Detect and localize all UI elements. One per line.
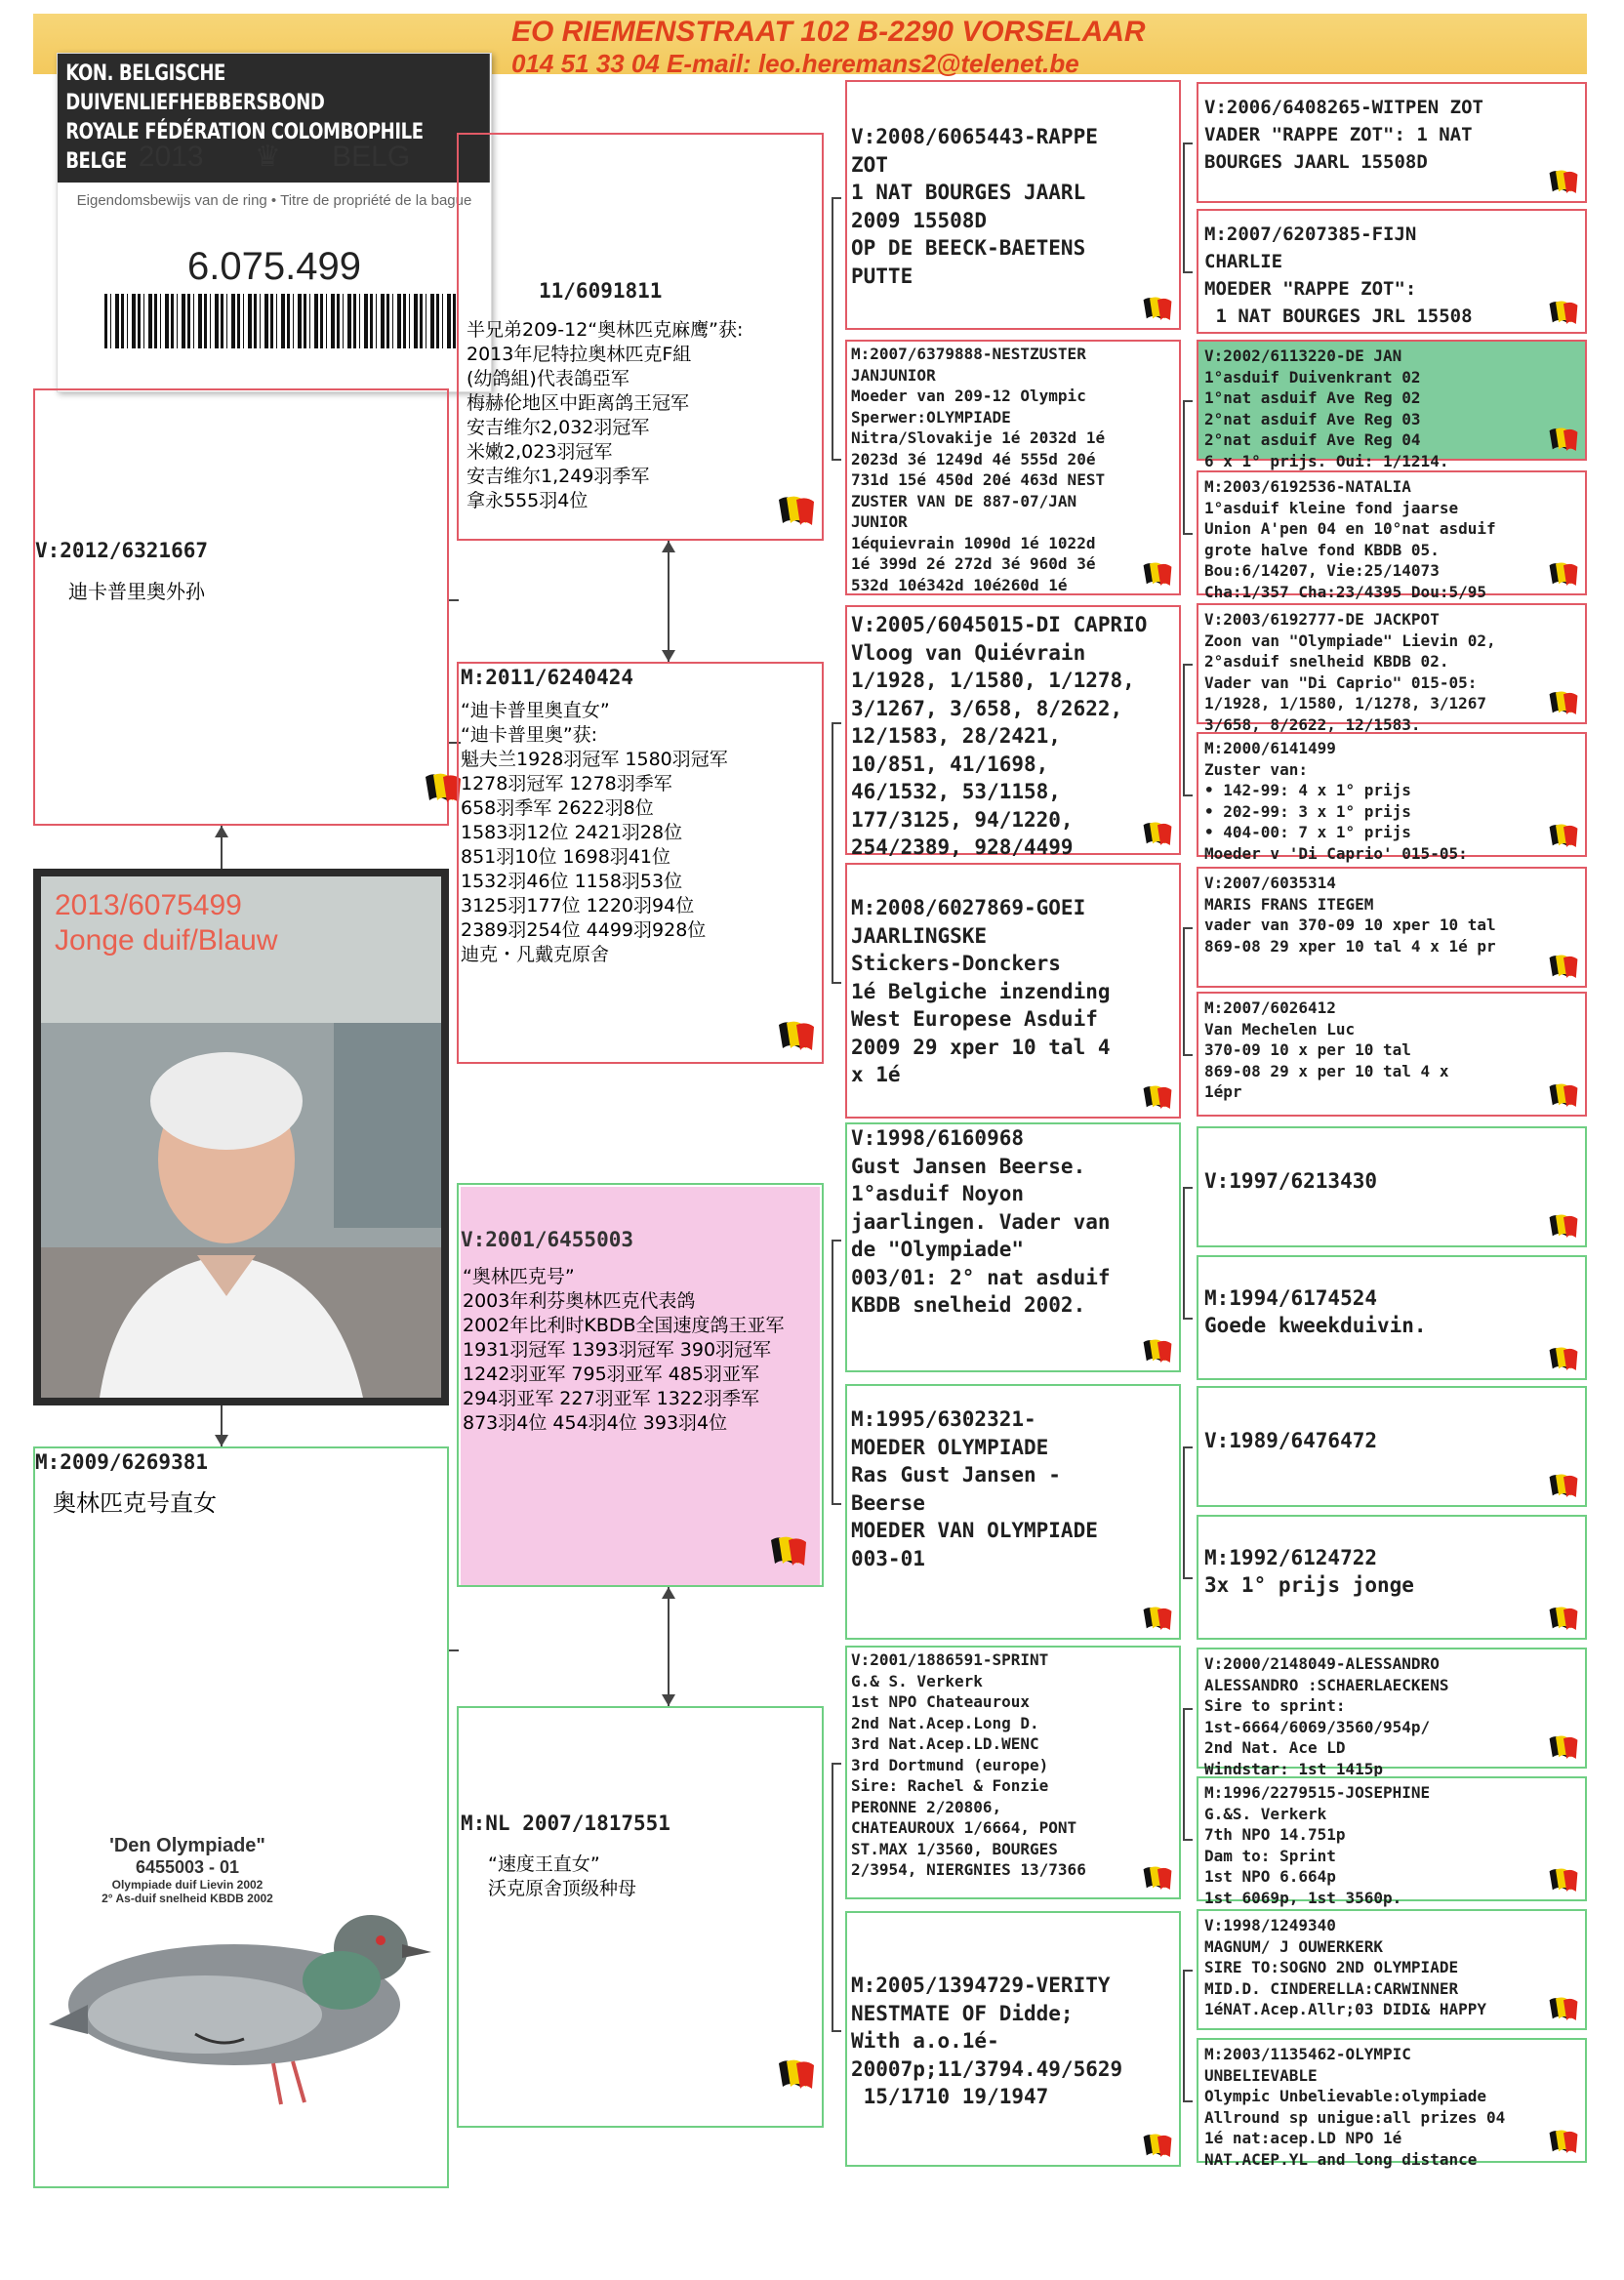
card-title: Eigendomsbewijs van de ring • Titre de propriété de la bague: [76, 192, 472, 209]
belgian-flag-icon: [1142, 295, 1173, 322]
gen3-4-ring: V:1998/6160968: [851, 1126, 1025, 1150]
gen3-3-text: [851, 894, 1179, 1089]
gen3-4-details: Gust Jansen Beerse. 1°asduif Noyon jaarlingen. Vader van de "Olympiade" 003/01: 2° nat asduif KBDB snelheid 2002.: [851, 1154, 1111, 1317]
gen3-4-box: [845, 1122, 1181, 1372]
gen4-13-details: G.&S. Verkerk 7th NPO 14.751p Dam to: Sprint 1st NPO 6.664p 1st 6069p, 1st 3560p.: [1204, 1804, 1402, 1907]
belgian-flag-icon: [1548, 1345, 1579, 1372]
gen4-15-ring: M:2003/1135462-OLYMPIC: [1204, 2045, 1411, 2063]
gen4-3-text: [1204, 476, 1587, 602]
gen4-1-ring: M:2007/6207385-FIJN: [1204, 224, 1417, 245]
gen4-5-text: [1204, 738, 1587, 864]
gen4-12-text: [1204, 1653, 1587, 1779]
gen3-0-details: ZOT 1 NAT BOURGES JAARL 2009 15508D OP DE BEECK-BAETENS PUTTE: [851, 152, 1086, 288]
gen1-dam-box: [33, 1446, 449, 2188]
connector-bracket: [1183, 1970, 1193, 2102]
belgian-flag-icon: [1548, 822, 1579, 849]
gen4-0-box: [1197, 82, 1587, 203]
gen2-sd-box: [457, 662, 824, 1064]
gen4-14-box: [1197, 1909, 1587, 2030]
gen3-5-box: [845, 1384, 1181, 1640]
gen3-7-details: NESTMATE OF Didde; With a.o.1é- 20007p;11/3794.49/5629 15/1710 19/1947: [851, 2001, 1123, 2108]
gen4-12-box: [1197, 1648, 1587, 1778]
gen3-3-details: JAARLINGSKE Stickers-Donckers 1é Belgiche inzending West Europese Asduif 2009 29 xper 10 tal 4 x 1é: [851, 923, 1111, 1086]
subject-ring: 2013/6075499: [55, 889, 242, 921]
gen4-1-box: [1197, 209, 1587, 334]
gen4-3-details: 1°asduif kleine fond jaarse Union A'pen 04 en 10°nat asduif grote halve fond KBDB 05. Bou:6/14207, Vie:25/14073 Cha:1/357 Cha:23/4395 Dou:5/95: [1204, 498, 1496, 601]
belgian-flag-icon: [1548, 168, 1579, 195]
belgian-flag-icon: [1548, 1081, 1579, 1109]
subject-desc: Jonge duif/Blauw: [55, 924, 278, 957]
arrow-down-icon: [215, 1435, 228, 1446]
gen3-2-ring: V:2005/6045015-DI CAPRIO: [851, 613, 1148, 636]
belgian-flag-icon: [1548, 1733, 1579, 1761]
gen4-5-ring: M:2000/6141499: [1204, 739, 1336, 757]
gen2-dd-box: [457, 1706, 824, 2128]
gen4-0-details: VADER "RAPPE ZOT": 1 NAT BOURGES JAARL 15508D: [1204, 124, 1473, 173]
gen4-11-details: 3x 1° prijs jonge: [1204, 1573, 1414, 1597]
header-contact: 014 51 33 04 E-mail: leo.heremans2@telenet.be: [511, 49, 1079, 78]
gen4-8-text: [1204, 1167, 1587, 1195]
card-ring-number: 6.075.499: [187, 245, 361, 288]
gen4-10-box: [1197, 1386, 1587, 1507]
gen3-1-details: JANJUNIOR Moeder van 209-12 Olympic Sperwer:OLYMPIADE Nitra/Slovakije 1é 2032d 1é 2023d 3é 1249d 4é 555d 20é 731d 15é 450d 20é 463d NEST ZUSTER VAN DE 887-07/JAN JUNIOR 1équievrain 1090d 1é 1022d 1é 399d 2é 272d 3é 960d 3é 532d 10é342d 10é260d 1é: [851, 365, 1106, 594]
gen3-7-text: [851, 1972, 1179, 2111]
gen4-7-ring: M:2007/6026412: [1204, 998, 1336, 1017]
gen4-13-box: [1197, 1776, 1587, 1907]
gen4-2-box: [1197, 340, 1587, 470]
connector-bracket: [1183, 1708, 1193, 1841]
gen3-4-text: [851, 1124, 1179, 1320]
olympiade-line1: Olympiade duif Lievin 2002: [111, 1878, 264, 1892]
gen4-14-text: [1204, 1915, 1587, 2020]
connector-bracket: [1183, 400, 1193, 535]
belgian-flag-icon: [1142, 1337, 1173, 1364]
gen4-9-text: [1204, 1284, 1587, 1339]
arrow-down-icon: [662, 1694, 675, 1706]
gen4-9-box: [1197, 1255, 1587, 1380]
connector-bracket: [1183, 1446, 1193, 1579]
belgian-flag-icon: [1548, 426, 1579, 453]
belgian-flag-icon: [1142, 820, 1173, 847]
gen4-2-details: 1°asduif Duivenkrant 02 1°nat asduif Ave Reg 02 2°nat asduif Ave Reg 03 2°nat asduif Ave Reg 04 6 x 1° prijs. Oui: 1/1214.: [1204, 367, 1449, 470]
gen2-sd-notes: “迪卡普里奥直女” “迪卡普里奥”获: 魁夫兰1928羽冠军 1580羽冠军 1278羽冠军 1278羽季军 658羽季军 2622羽8位 1583羽12位 2421羽28位 851羽10位 1698羽41位 1532羽46位 1158羽53位 3125羽177位 1220羽94位 2389羽254位 4499羽928位 迪克・凡戴克原舍: [461, 700, 728, 965]
belgian-flag-icon: [1142, 2132, 1173, 2159]
gen3-6-box: [845, 1646, 1181, 1899]
gen2-ss-box: [457, 133, 824, 541]
gen1-sire-note: 迪卡普里奥外孙: [68, 580, 205, 603]
gen1-sire-box: [33, 388, 449, 826]
gen3-5-ring: M:1995/6302321-: [851, 1407, 1036, 1431]
ring-ownership-card: [57, 53, 492, 392]
gen2-ss-notes: 半兄弟209-12“奥林匹克麻鹰”获: 2013年尼特拉奥林匹克F組 (幼鸽組)代表鴿亞军 梅赫伦地区中距离鸽王冠军 安吉维尔2,032羽冠军 米嫩2,023羽冠军 安吉维尔1,249羽季军 拿永555羽4位: [467, 319, 744, 511]
belgian-flag-icon: [1548, 1212, 1579, 1240]
gen3-0-ring: V:2008/6065443-RAPPE: [851, 125, 1098, 148]
connector-bracket: [832, 1763, 841, 2032]
header-address: EO RIEMENSTRAAT 102 B-2290 VORSELAAR: [511, 16, 1146, 48]
gen4-6-box: [1197, 867, 1587, 988]
gen4-5-box: [1197, 732, 1587, 863]
gen4-0-ring: V:2006/6408265-WITPEN ZOT: [1204, 97, 1483, 118]
gen4-3-box: [1197, 470, 1587, 601]
gen4-12-details: ALESSANDRO :SCHAERLAECKENS Sire to sprint: 1st-6664/6069/3560/954p/ 2nd Nat. Ace LD Windstar: 1st 1415p: [1204, 1675, 1449, 1778]
connector-bracket: [1183, 927, 1193, 1056]
connector: [668, 1587, 670, 1706]
arrow-up-icon: [662, 1587, 675, 1599]
connector-bracket: [832, 1240, 841, 1505]
connector-bracket: [832, 722, 841, 984]
gen3-5-text: [851, 1405, 1179, 1572]
belgian-flag-icon: [777, 2057, 816, 2091]
gen4-8-ring: V:1997/6213430: [1204, 1169, 1378, 1193]
gen3-2-details: Vloog van Quiévrain 1/1928, 1/1580, 1/1278, 3/1267, 3/658, 8/2622, 12/1583, 28/2421, 10/851, 41/1698, 46/1532, 53/1158, 177/3125, 94/1220, 254/2389, 928/4499: [851, 640, 1135, 859]
belgian-flag-icon: [1142, 1864, 1173, 1892]
arrow-down-icon: [662, 650, 675, 662]
gen4-13-ring: M:1996/2279515-JOSEPHINE: [1204, 1783, 1431, 1802]
gen4-0-text: [1204, 94, 1587, 176]
gen4-9-ring: M:1994/6174524: [1204, 1286, 1378, 1310]
gen2-ss-ring: 11/6091811: [539, 279, 663, 303]
gen2-ds-notes: “奥林匹克号” 2003年利芬奥林匹克代表鸽 2002年比利时KBDB全国速度鸽王亚军 1931羽冠军 1393羽冠军 390羽冠军 1242羽亚军 795羽亚军 485羽亚军 294羽亚军 227羽亚军 1322羽季军 873羽4位 454羽4位 393羽4位: [463, 1266, 785, 1434]
card-country: BELG: [332, 141, 411, 173]
gen4-15-box: [1197, 2038, 1587, 2169]
gen4-14-details: MAGNUM/ J OUWERKERK SIRE TO:SOGNO 2ND OLYMPIADE MID.D. CINDERELLA:CARWINNER 1éNAT.Acep.Allr;03 DIDI& HAPPY: [1204, 1936, 1486, 2018]
belgian-flag-icon: [1548, 953, 1579, 980]
belgian-flag-icon: [1142, 1083, 1173, 1111]
gen2-ds-ring: V:2001/6455003: [461, 1228, 634, 1251]
olympiade-line2: 2° As-duif snelheid KBDB 2002: [102, 1892, 273, 1905]
belgian-flag-icon: [1142, 560, 1173, 588]
gen4-11-box: [1197, 1515, 1587, 1640]
gen3-0-text: [851, 123, 1179, 290]
gen4-2-ring: V:2002/6113220-DE JAN: [1204, 346, 1402, 365]
belgian-flag-icon: [1548, 299, 1579, 326]
gen3-6-ring: V:2001/1886591-SPRINT: [851, 1650, 1049, 1669]
gen2-dd-ring: M:NL 2007/1817551: [461, 1812, 670, 1835]
gen3-7-box: [845, 1911, 1181, 2167]
gen4-2-text: [1204, 346, 1587, 471]
gen2-sd-ring: M:2011/6240424: [461, 666, 634, 689]
gen4-13-text: [1204, 1782, 1587, 1908]
belgian-flag-icon: [1548, 689, 1579, 716]
belgian-flag-icon: [1142, 1605, 1173, 1632]
gen4-12-ring: V:2000/2148049-ALESSANDRO: [1204, 1654, 1440, 1673]
connector-bracket: [832, 197, 841, 461]
gen3-3-box: [845, 863, 1181, 1119]
gen2-dd-notes: “速度王直女” 沃克原舍顶级种母: [488, 1853, 637, 1899]
gen3-0-box: [845, 80, 1181, 330]
belgian-flag-icon: [1548, 1605, 1579, 1632]
gen3-6-details: G.& S. Verkerk 1st NPO Chateauroux 2nd Nat.Acep.Long D. 3rd Nat.Acep.LD.WENC 3rd Dortmund (europe) Sire: Rachel & Fonzie PERONNE 2/20806, CHATEAUROUX 1/6664, PONT ST.MAX 1/3560, BOURGES 2/3954, NIERGNIES 13/7366: [851, 1671, 1086, 1879]
gen3-3-ring: M:2008/6027869-GOEI: [851, 896, 1086, 919]
connector-bracket: [1183, 142, 1193, 273]
arrow-up-icon: [215, 826, 228, 837]
belgian-flag-icon: [1548, 1472, 1579, 1499]
gen4-11-ring: M:1992/6124722: [1204, 1546, 1378, 1569]
gen3-5-details: MOEDER OLYMPIADE Ras Gust Jansen - Beerse MOEDER VAN OLYMPIADE 003-01: [851, 1435, 1098, 1570]
gen2-ds-box: [457, 1183, 824, 1587]
subject-photo: [33, 869, 449, 1405]
subject-caption: [55, 888, 278, 958]
gen4-4-ring: V:2003/6192777-DE JACKPOT: [1204, 610, 1440, 629]
gen4-11-text: [1204, 1544, 1587, 1599]
gen3-1-ring: M:2007/6379888-NESTZUSTER: [851, 345, 1086, 363]
gen3-2-box: [845, 605, 1181, 859]
gen4-14-ring: V:1998/1249340: [1204, 1916, 1336, 1934]
gen4-3-ring: M:2003/6192536-NATALIA: [1204, 477, 1411, 496]
gen4-6-details: MARIS FRANS ITEGEM vader van 370-09 10 xper 10 tal 869-08 29 xper 10 tal 4 x 1é pr: [1204, 894, 1496, 956]
gen4-4-details: Zoon van "Olympiade" Lievin 02, 2°asduif snelheid KBDB 02. Vader van "Di Caprio" 015-05: 1/1928, 1/1580, 1/1278, 3/1267 3/658, 8/2622, 12/1583.: [1204, 631, 1496, 734]
connector-bracket: [1183, 1187, 1193, 1320]
connector-bracket: [1183, 664, 1193, 796]
belgian-flag-icon: [1548, 560, 1579, 588]
gen1-dam-ring: M:2009/6269381: [35, 1450, 209, 1474]
barcode-icon: [104, 294, 456, 348]
gen3-2-text: [851, 611, 1179, 862]
gen3-6-text: [851, 1649, 1179, 1881]
gen4-10-text: [1204, 1427, 1587, 1454]
gen4-15-details: UNBELIEVABLE Olympic Unbelievable:olympiade Allround sp unigue:all prizes 04 1é nat:acep.LD NPO 1é NAT.ACEP.YL and long distance: [1204, 2065, 1506, 2169]
gen4-6-ring: V:2007/6035314: [1204, 874, 1336, 892]
card-header-line2: ROYALE FÉDÉRATION COLOMBOPHILE BELGE: [65, 120, 424, 174]
card-header-line1: KON. BELGISCHE DUIVENLIEFHEBBERSBOND: [65, 61, 325, 115]
gen1-dam-note: 奥林匹克号直女: [53, 1489, 217, 1517]
gen4-4-box: [1197, 603, 1587, 734]
belgian-flag-icon: [777, 1019, 816, 1052]
gen4-7-box: [1197, 992, 1587, 1117]
gen4-5-details: Zuster van: • 142-99: 4 x 1° prijs • 202-99: 3 x 1° prijs • 404-00: 7 x 1° prijs Moeder v 'Di Caprio' 015-05:: [1204, 759, 1468, 863]
belgian-flag-icon: [1548, 2128, 1579, 2155]
belgian-flag-icon: [777, 494, 816, 527]
card-year-row: [58, 140, 491, 174]
belgian-flag-icon: [1548, 1866, 1579, 1893]
gen4-6-text: [1204, 873, 1587, 957]
gen4-7-details: Van Mechelen Luc 370-09 10 x per 10 tal 869-08 29 x per 10 tal 4 x 1épr: [1204, 1019, 1449, 1101]
gen3-1-box: [845, 340, 1181, 595]
gen4-15-text: [1204, 2044, 1587, 2170]
connector: [668, 541, 670, 662]
olympiade-name: 'Den Olympiade": [109, 1835, 265, 1856]
gen4-8-box: [1197, 1126, 1587, 1247]
gen4-7-text: [1204, 998, 1587, 1103]
card-year: 2013: [138, 141, 204, 173]
crown-icon: ♛: [254, 141, 281, 173]
belgian-flag-icon: [1548, 1995, 1579, 2022]
gen4-4-text: [1204, 609, 1587, 735]
gen3-7-ring: M:2005/1394729-VERITY: [851, 1974, 1111, 1997]
gen1-sire-ring: V:2012/6321667: [35, 539, 209, 562]
pigeon-icon: [49, 1839, 439, 2132]
olympiade-ring: 6455003 - 01: [135, 1857, 240, 1877]
gen4-1-details: CHARLIE MOEDER "RAPPE ZOT": 1 NAT BOURGES JRL 15508: [1204, 251, 1473, 327]
gen4-9-details: Goede kweekduivin.: [1204, 1314, 1427, 1337]
gen3-1-text: [851, 344, 1179, 595]
arrow-up-icon: [662, 541, 675, 552]
gen4-10-ring: V:1989/6476472: [1204, 1429, 1378, 1452]
gen4-1-text: [1204, 221, 1587, 330]
belgian-flag-icon: [769, 1534, 808, 1568]
